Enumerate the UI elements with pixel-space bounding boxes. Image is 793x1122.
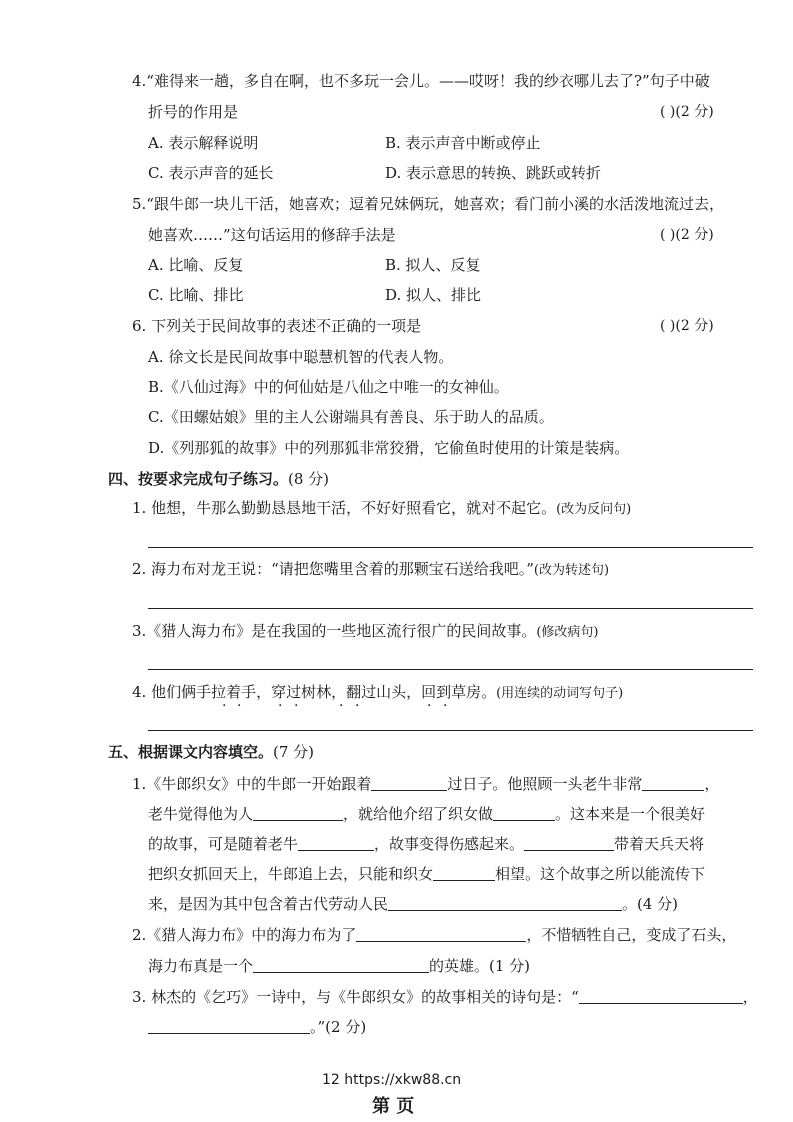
fill-blank[interactable] xyxy=(298,834,374,851)
section4-title: 四、按要求完成句子练习。 xyxy=(108,470,289,488)
s5-q1-text: 过日子。他照顾一头老牛非常 xyxy=(447,775,643,793)
q4-option-d[interactable]: D. 表示意思的转换、跳跃或转折 xyxy=(385,164,602,182)
fill-blank[interactable] xyxy=(493,804,555,821)
s5-q1-text: 把织女抓回天上，牛郎追上去，只能和织女 xyxy=(148,865,434,883)
s4-item-4-text: 4. 他们俩手拉着手，穿过树林，翻过山头，回到草房。 xyxy=(132,683,497,701)
s5-q1-line2 xyxy=(148,803,705,825)
q4-stem-line1: 4.“难得来一趟，多自在啊，也不多玩一会儿。——哎呀！我的纱衣哪儿去了?”句子中破 xyxy=(132,72,710,90)
s5-q3-line1 xyxy=(132,986,758,1008)
fill-blank[interactable] xyxy=(356,925,526,942)
s5-q2-text: ，不惜牺牲自己，变成了石头， xyxy=(526,926,737,944)
emphasis-dot: · xyxy=(278,698,283,714)
fill-blank[interactable] xyxy=(253,804,343,821)
s4-item-1-answer-line[interactable] xyxy=(148,547,753,548)
s5-q3-text: 3. 林杰的《乞巧》一诗中，与《牛郎织女》的故事相关的诗句是：“ xyxy=(132,988,579,1006)
fill-blank[interactable] xyxy=(642,774,704,791)
s5-q2-text: 2.《猎人海力布》中的海力布为了 xyxy=(132,926,357,944)
s5-q1-line3 xyxy=(148,833,704,855)
q6-option-a[interactable]: A. 徐文长是民间故事中聪慧机智的代表人物。 xyxy=(148,348,454,366)
q4-answer-bracket[interactable]: ( )(2 分) xyxy=(660,104,714,120)
emphasis-dot: · xyxy=(237,698,242,714)
s4-item-4 xyxy=(132,681,623,705)
q5-option-c[interactable]: C. 比喻、排比 xyxy=(148,286,244,304)
fill-blank[interactable] xyxy=(388,894,622,911)
s5-q1-text: 。这本来是一个很美好 xyxy=(555,805,706,823)
q4-option-c[interactable]: C. 表示声音的延长 xyxy=(148,164,274,182)
s5-q2-text: 海力布真是一个 xyxy=(148,957,254,975)
s4-item-1 xyxy=(132,497,631,521)
fill-blank[interactable] xyxy=(371,774,447,791)
s5-q2-text: 的英雄。(1 分) xyxy=(429,957,531,975)
s5-q3-line2 xyxy=(148,1016,366,1038)
section4-heading xyxy=(108,468,329,490)
q6-option-b[interactable]: B.《八仙过海》中的何仙姑是八仙之中唯一的女神仙。 xyxy=(148,378,509,396)
s5-q1-text: 来，是因为其中包含着古代劳动人民 xyxy=(148,895,389,913)
fill-blank[interactable] xyxy=(579,987,743,1004)
s4-item-1-requirement: (改为反问句) xyxy=(556,502,632,517)
q5-answer-bracket[interactable]: ( )(2 分) xyxy=(660,227,714,243)
q6-option-d[interactable]: D.《列那狐的故事》中的列那狐非常狡猾，它偷鱼时使用的计策是装病。 xyxy=(148,439,630,457)
s4-item-2-answer-line[interactable] xyxy=(148,608,753,609)
q4-option-b[interactable]: B. 表示声音中断或停止 xyxy=(385,134,541,152)
emphasis-dot: · xyxy=(427,698,432,714)
s4-item-4-answer-line[interactable] xyxy=(148,730,753,731)
page-label: 第 页 xyxy=(372,1096,415,1117)
q5-option-a[interactable]: A. 比喻、反复 xyxy=(148,256,244,274)
s5-q1-text: 。(4 分) xyxy=(622,895,679,913)
q4-stem-line2: 折号的作用是 xyxy=(148,103,239,121)
page-url: 12 https://xkw88.cn xyxy=(322,1072,462,1088)
emphasis-dot: · xyxy=(222,698,227,714)
s4-item-4-requirement: (用连续的动词写句子) xyxy=(496,686,624,701)
section4-score: (8 分) xyxy=(288,470,330,488)
section5-heading xyxy=(108,741,314,763)
s5-q3-text: ， xyxy=(742,988,758,1006)
q6-answer-bracket[interactable]: ( )(2 分) xyxy=(660,318,714,334)
s5-q2-line2 xyxy=(148,955,530,977)
q6-stem: 6. 下列关于民间故事的表述不正确的一项是 xyxy=(132,317,422,335)
s5-q1-text: ，就给他介绍了织女做 xyxy=(343,805,494,823)
q4-option-a[interactable]: A. 表示解释说明 xyxy=(148,134,259,152)
s5-q1-text: 相望。这个故事之所以能流传下 xyxy=(495,865,706,883)
emphasis-dot: · xyxy=(355,698,360,714)
section5-score: (7 分) xyxy=(273,743,315,761)
q5-stem-line2: 她喜欢……”这句话运用的修辞手法是 xyxy=(148,226,396,244)
s5-q1-line5 xyxy=(148,893,678,915)
emphasis-dot: · xyxy=(294,698,299,714)
q6-option-c[interactable]: C.《田螺姑娘》里的主人公谢端具有善良、乐于助人的品质。 xyxy=(148,408,554,426)
s4-item-2-text: 2. 海力布对龙王说：“请把您嘴里含着的那颗宝石送给我吧。” xyxy=(132,560,534,578)
s5-q1-text: 的故事，可是随着老牛 xyxy=(148,835,299,853)
s4-item-3-answer-line[interactable] xyxy=(148,669,753,670)
emphasis-dot: · xyxy=(339,698,344,714)
s4-item-3-text: 3.《猎人海力布》是在我国的一些地区流行很广的民间故事。 xyxy=(132,622,537,640)
s4-item-2-requirement: (改为转述句) xyxy=(533,563,610,578)
s5-q1-text: ，故事变得伤感起来。 xyxy=(374,835,525,853)
fill-blank[interactable] xyxy=(524,834,614,851)
q5-option-d[interactable]: D. 拟人、排比 xyxy=(385,286,482,304)
s5-q1-text: 带着天兵天将 xyxy=(614,835,705,853)
s5-q1-text: 老牛觉得他为人 xyxy=(148,805,254,823)
fill-blank[interactable] xyxy=(433,864,495,881)
q5-stem-line1: 5.“跟牛郎一块儿干活，她喜欢；逗着兄妹俩玩，她喜欢；看门前小溪的水活泼地流过去， xyxy=(132,195,724,213)
s5-q1-text: 1.《牛郎织女》中的牛郎一开始跟着 xyxy=(132,775,372,793)
s5-q1-text: ， xyxy=(704,775,720,793)
fill-blank[interactable] xyxy=(148,1017,310,1034)
s5-q3-text: 。”(2 分) xyxy=(310,1018,367,1036)
fill-blank[interactable] xyxy=(253,956,429,973)
s5-q2-line1 xyxy=(132,924,736,946)
section5-title: 五、根据课文内容填空。 xyxy=(108,743,274,761)
s4-item-3 xyxy=(132,620,598,644)
emphasis-dot: · xyxy=(443,698,448,714)
s4-item-1-text: 1. 他想，牛那么勤勤恳恳地干活，不好好照看它，就对不起它。 xyxy=(132,499,557,517)
s4-item-3-requirement: (修改病句) xyxy=(536,625,599,640)
s5-q1-line4 xyxy=(148,863,705,885)
s4-item-2 xyxy=(132,558,609,582)
q5-option-b[interactable]: B. 拟人、反复 xyxy=(385,256,481,274)
s5-q1-line1 xyxy=(132,773,719,795)
